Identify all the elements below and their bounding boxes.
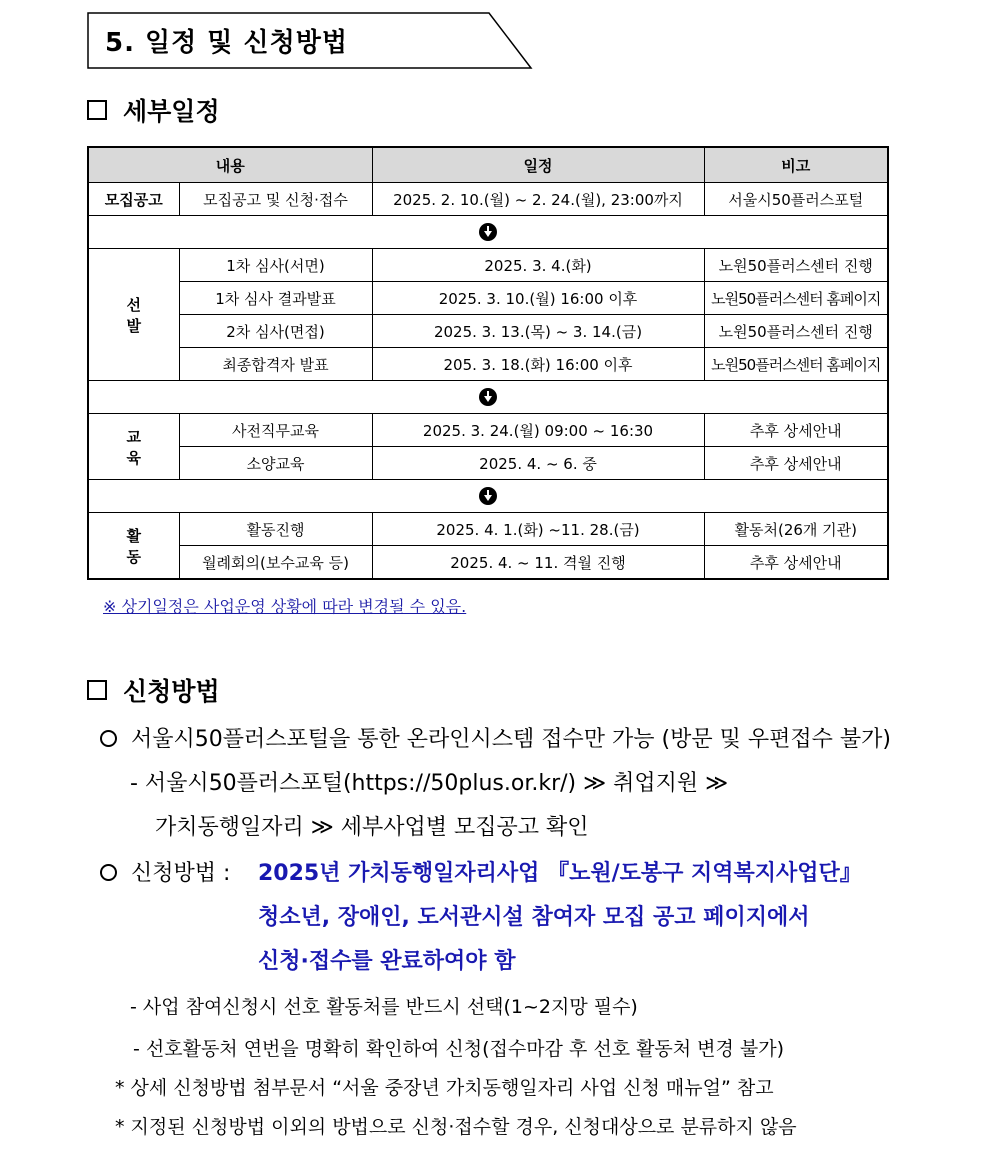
- table-header-row: [88, 147, 888, 183]
- schedule-heading: [87, 92, 220, 128]
- cell-date: 2025. 4. 1.(화) ~11. 28.(금): [372, 513, 704, 546]
- category-selection: 선 발: [88, 249, 179, 381]
- table-row: [88, 414, 888, 447]
- cell-note: 추후 상세안내: [704, 546, 888, 580]
- cell-item: 1차 심사(서면): [179, 249, 372, 282]
- table-row: [88, 183, 888, 216]
- down-arrow-icon: [479, 223, 497, 241]
- table-row: [88, 282, 888, 315]
- cell-note: 노원50플러스센터 홈페이지: [704, 282, 888, 315]
- cell-date: 2025. 4. ~ 11. 격월 진행: [372, 546, 704, 580]
- method-line-4-blue: 2025년 가치동행일자리사업 『노원/도봉구 지역복지사업단』: [258, 861, 862, 886]
- cell-date: 2025. 3. 13.(목) ~ 3. 14.(금): [372, 315, 704, 348]
- checkbox-icon: [87, 100, 107, 120]
- section-title: 5. 일정 및 신청방법: [105, 28, 348, 58]
- schedule-note: ※ 상기일정은 사업운영 상황에 따라 변경될 수 있음.: [103, 597, 467, 616]
- cell-item: 1차 심사 결과발표: [179, 282, 372, 315]
- table-row: [88, 546, 888, 580]
- header-content: 내용: [88, 147, 372, 183]
- cell-item: 소양교육: [179, 447, 372, 480]
- method-sub-2: - 선호활동처 연번을 명확히 확인하여 신청(접수마감 후 선호 활동처 변경 불가): [133, 1038, 785, 1060]
- method-star-1: * 상세 신청방법 첨부문서 “서울 중장년 가치동행일자리 사업 신청 매뉴얼” 참고: [115, 1077, 774, 1099]
- cell-note: 서울시50플러스포털: [704, 183, 888, 216]
- method-label: 신청방법 :: [131, 861, 231, 886]
- method-line-1-text: 서울시50플러스포털을 통한 온라인시스템 접수만 가능 (방문 및 우편접수 불가): [131, 727, 891, 752]
- table-row: [88, 249, 888, 282]
- cell-date: 2025. 3. 24.(월) 09:00 ~ 16:30: [372, 414, 704, 447]
- cell-note: 활동처(26개 기관): [704, 513, 888, 546]
- header-note: 비고: [704, 147, 888, 183]
- cell-item: 모집공고 및 신청·접수: [179, 183, 372, 216]
- header-date: 일정: [372, 147, 704, 183]
- cell-note: 추후 상세안내: [704, 447, 888, 480]
- schedule-heading-label: 세부일정: [123, 97, 220, 126]
- circle-bullet-icon: [100, 864, 117, 881]
- table-row: [88, 513, 888, 546]
- method-star-2: * 지정된 신청방법 이외의 방법으로 신청·접수할 경우, 신청대상으로 분류하지 않음: [115, 1116, 797, 1138]
- method-line-5-blue: 청소년, 장애인, 도서관시설 참여자 모집 공고 페이지에서: [258, 905, 810, 930]
- table-row: [88, 447, 888, 480]
- table-row: [88, 315, 888, 348]
- cell-note: 노원50플러스센터 홈페이지: [704, 348, 888, 381]
- circle-bullet-icon: [100, 730, 117, 747]
- cell-item: 활동진행: [179, 513, 372, 546]
- cell-item: 최종합격자 발표: [179, 348, 372, 381]
- cell-note: 추후 상세안내: [704, 414, 888, 447]
- down-arrow-icon: [479, 487, 497, 505]
- category-education: 교 육: [88, 414, 179, 480]
- category-recruit: 모집공고: [88, 183, 179, 216]
- method-line-1: [100, 722, 891, 753]
- schedule-table: [87, 146, 889, 580]
- section-title-box: [87, 12, 531, 68]
- method-heading-label: 신청방법: [123, 677, 220, 706]
- cell-date: 2025. 2. 10.(월) ~ 2. 24.(월), 23:00까지: [372, 183, 704, 216]
- method-line-6-blue: 신청·접수를 완료하여야 함: [258, 949, 516, 974]
- cell-note: 노원50플러스센터 진행: [704, 315, 888, 348]
- checkbox-icon: [87, 680, 107, 700]
- arrow-row: [88, 216, 888, 249]
- down-arrow-icon: [479, 388, 497, 406]
- arrow-row: [88, 381, 888, 414]
- arrow-row: [88, 480, 888, 513]
- table-row: [88, 348, 888, 381]
- cell-item: 사전직무교육: [179, 414, 372, 447]
- cell-date: 2025. 3. 4.(화): [372, 249, 704, 282]
- method-sub-1: - 사업 참여신청시 선호 활동처를 반드시 선택(1~2지망 필수): [130, 996, 638, 1018]
- cell-date: 2025. 3. 10.(월) 16:00 이후: [372, 282, 704, 315]
- method-line-3: 가치동행일자리 ≫ 세부사업별 모집공고 확인: [155, 815, 589, 840]
- method-heading: [87, 672, 220, 708]
- category-activity: 활 동: [88, 513, 179, 580]
- method-line-2: - 서울시50플러스포털(https://50plus.or.kr/) ≫ 취업지원 ≫: [130, 771, 729, 796]
- method-line-4: [100, 856, 230, 887]
- cell-item: 월례회의(보수교육 등): [179, 546, 372, 580]
- cell-item: 2차 심사(면접): [179, 315, 372, 348]
- cell-note: 노원50플러스센터 진행: [704, 249, 888, 282]
- cell-date: 2025. 4. ~ 6. 중: [372, 447, 704, 480]
- cell-date: 205. 3. 18.(화) 16:00 이후: [372, 348, 704, 381]
